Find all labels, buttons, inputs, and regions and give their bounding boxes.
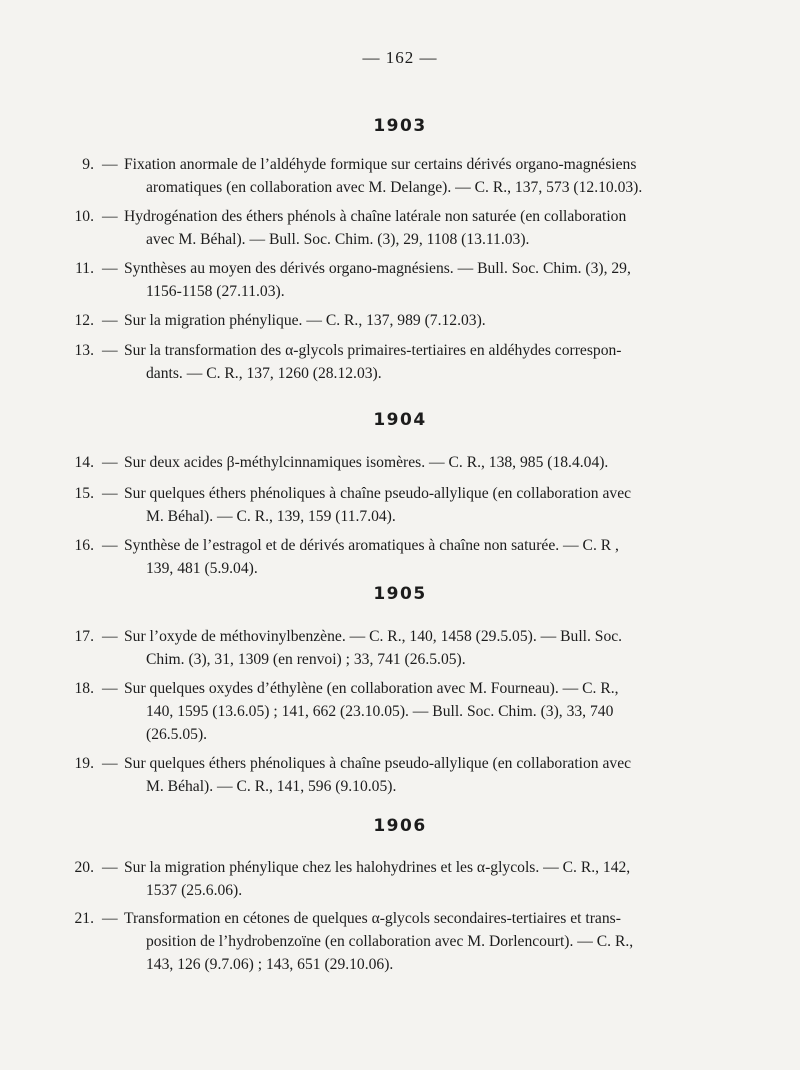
entry-line: Hydrogénation des éthers phénols à chaîne latérale non saturée (en collaboration (124, 208, 627, 225)
entry-line: avec M. Béhal). — Bull. Soc. Chim. (3), 29, 1108 (13.11.03). (146, 231, 530, 248)
entry-line: 1537 (25.6.06). (146, 882, 243, 899)
entry-line: Sur quelques éthers phénoliques à chaîne pseudo-allylique (en collaboration avec (124, 755, 632, 772)
entry-line: Sur la migration phénylique. — C. R., 137, 989 (7.12.03). (124, 312, 486, 329)
entry-number: 18. (74, 680, 94, 697)
entry-20: 20. — Sur la migration phénylique chez les halohydrines et les α-glycols. — C. R., 142, 1537 (25.6.06). (58, 856, 730, 902)
entry-number: 15. (74, 485, 94, 502)
entry-number: 14. (74, 454, 94, 471)
entry-18: 18. — Sur quelques oxydes d’éthylène (en collaboration avec M. Fourneau). — C. R., 140, 1595 (13.6.05) ; 141, 662 (23.10.05). — Bull. Soc. Chim. (3), 33, 740 (26.5.05). (58, 677, 730, 746)
page-number: — 162 — (362, 48, 438, 67)
entry-number: 16. (74, 537, 94, 554)
year-heading-1904: 1904 (373, 410, 427, 430)
entry-line: aromatiques (en collaboration avec M. Delange). — C. R., 137, 573 (12.10.03). (146, 179, 643, 196)
entry-number: 17. (74, 628, 94, 645)
year-heading-1905: 1905 (373, 584, 427, 604)
entry-16: 16. — Synthèse de l’estragol et de dérivés aromatiques à chaîne non saturée. — C. R , 139, 481 (5.9.04). (58, 534, 730, 580)
entry-number: 12. (74, 312, 94, 329)
entry-line: Transformation en cétones de quelques α-glycols secondaires-tertiaires et trans- (124, 910, 621, 927)
entry-line: Chim. (3), 31, 1309 (en renvoi) ; 33, 741 (26.5.05). (146, 651, 466, 668)
entry-line: 140, 1595 (13.6.05) ; 141, 662 (23.10.05). — Bull. Soc. Chim. (3), 33, 740 (146, 703, 614, 720)
entry-number: 21. (74, 910, 94, 927)
entry-number: 13. (74, 342, 94, 359)
entry-line: M. Béhal). — C. R., 141, 596 (9.10.05). (146, 778, 397, 795)
entry-number: 19. (74, 755, 94, 772)
entry-line: Sur deux acides β-méthylcinnamiques isomères. — C. R., 138, 985 (18.4.04). (124, 454, 609, 471)
entry-line: Sur l’oxyde de méthovinylbenzène. — C. R., 140, 1458 (29.5.05). — Bull. Soc. (124, 628, 623, 645)
entry-number: 9. (82, 156, 94, 173)
entry-12: 12. — Sur la migration phénylique. — C. R., 137, 989 (7.12.03). (58, 309, 730, 332)
entry-9: 9. — Fixation anormale de l’aldéhyde formique sur certains dérivés organo-magnésiens aromatiques (en collaboration avec M. Delange). — C. R., 137, 573 (12.10.03). (58, 153, 730, 199)
entry-line: 139, 481 (5.9.04). (146, 560, 258, 577)
entry-11: 11. — Synthèses au moyen des dérivés organo-magnésiens. — Bull. Soc. Chim. (3), 29, 1156-1158 (27.11.03). (58, 257, 730, 303)
entry-line: Sur quelques oxydes d’éthylène (en collaboration avec M. Fourneau). — C. R., (124, 680, 619, 697)
entry-line: Fixation anormale de l’aldéhyde formique sur certains dérivés organo-magnésiens (124, 156, 637, 173)
entry-number: 20. (74, 859, 94, 876)
entry-line: 143, 126 (9.7.06) ; 143, 651 (29.10.06). (146, 956, 394, 973)
entry-line: dants. — C. R., 137, 1260 (28.12.03). (146, 365, 382, 382)
entry-line: Synthèses au moyen des dérivés organo-magnésiens. — Bull. Soc. Chim. (3), 29, (124, 260, 631, 277)
entry-line: Sur quelques éthers phénoliques à chaîne pseudo-allylique (en collaboration avec (124, 485, 632, 502)
entry-10: 10. — Hydrogénation des éthers phénols à chaîne latérale non saturée (en collaboration avec M. Béhal). — Bull. Soc. Chim. (3), 29, 1108 (13.11.03). (58, 205, 730, 251)
entry-21: 21. — Transformation en cétones de quelques α-glycols secondaires-tertiaires et trans- position de l’hydrobenzoïne (en collaboration avec M. Dorlencourt). — C. R., 143, 126 (9.7.06) ; 143, 651 (29.10.06). (58, 907, 730, 976)
entry-line: 1156-1158 (27.11.03). (146, 283, 285, 300)
entry-line: M. Béhal). — C. R., 139, 159 (11.7.04). (146, 508, 396, 525)
entry-number: 10. (74, 208, 94, 225)
entry-line: position de l’hydrobenzoïne (en collaboration avec M. Dorlencourt). — C. R., (146, 933, 634, 950)
entry-line: (26.5.05). (146, 726, 208, 743)
entry-17: 17. — Sur l’oxyde de méthovinylbenzène. — C. R., 140, 1458 (29.5.05). — Bull. Soc. Chim. (3), 31, 1309 (en renvoi) ; 33, 741 (26.5.05). (58, 625, 730, 671)
entry-line: Sur la transformation des α-glycols primaires-tertiaires en aldéhydes correspon- (124, 342, 622, 359)
entry-number: 11. (75, 260, 94, 277)
year-heading-1906: 1906 (373, 816, 427, 836)
year-heading-1903: 1903 (373, 116, 427, 136)
entry-14: 14. — Sur deux acides β-méthylcinnamiques isomères. — C. R., 138, 985 (18.4.04). (58, 451, 730, 474)
entry-line: Synthèse de l’estragol et de dérivés aromatiques à chaîne non saturée. — C. R , (124, 537, 619, 554)
entry-13: 13. — Sur la transformation des α-glycols primaires-tertiaires en aldéhydes correspon- dants. — C. R., 137, 1260 (28.12.03). (58, 339, 730, 385)
entry-line: Sur la migration phénylique chez les halohydrines et les α-glycols. — C. R., 142, (124, 859, 631, 876)
entry-19: 19. — Sur quelques éthers phénoliques à chaîne pseudo-allylique (en collaboration avec M. Béhal). — C. R., 141, 596 (9.10.05). (58, 752, 730, 798)
entry-15: 15. — Sur quelques éthers phénoliques à chaîne pseudo-allylique (en collaboration avec M. Béhal). — C. R., 139, 159 (11.7.04). (58, 482, 730, 528)
